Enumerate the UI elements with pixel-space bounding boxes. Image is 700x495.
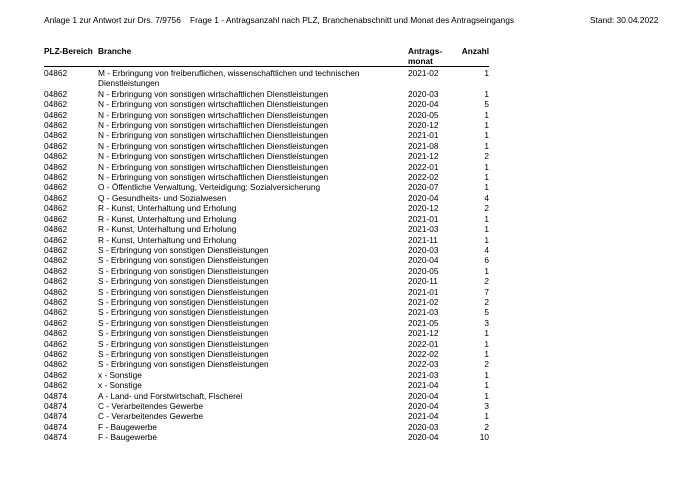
cell-branche: F - Baugewerbe — [98, 421, 158, 432]
table-row — [44, 349, 489, 359]
table-row — [44, 339, 489, 349]
cell-branche: N - Erbringung von sonstigen wirtschaftlichen Dienstleistungen — [98, 140, 329, 151]
cell-anzahl: 6 — [484, 255, 489, 266]
cell-plz: 04862 — [44, 88, 68, 99]
cell-anzahl: 2 — [484, 359, 489, 370]
cell-monat: 2022-02 — [408, 172, 439, 183]
cell-monat: 2020-05 — [408, 109, 439, 120]
cell-monat: 2022-02 — [408, 348, 439, 359]
cell-anzahl: 1 — [484, 68, 489, 78]
document-title: Frage 1 - Antragsanzahl nach PLZ, Branchenabschnitt und Monat des Antragseingangs — [190, 15, 515, 25]
cell-branche: R - Kunst, Unterhaltung und Erholung — [98, 203, 237, 214]
cell-anzahl: 2 — [484, 276, 489, 287]
cell-anzahl: 1 — [484, 380, 489, 391]
cell-monat: 2020-11 — [408, 276, 438, 287]
cell-anzahl: 1 — [484, 182, 489, 193]
table-row — [44, 307, 489, 317]
table-row — [44, 203, 489, 213]
cell-monat: 2020-04 — [408, 192, 439, 203]
table-row — [44, 193, 489, 203]
cell-branche: N - Erbringung von sonstigen wirtschaftlichen Dienstleistungen — [98, 172, 329, 183]
cell-monat: 2020-03 — [408, 421, 439, 432]
table-row — [44, 245, 489, 255]
table-row — [44, 99, 489, 109]
cell-branche: x - Sonstige — [98, 380, 142, 391]
table-row — [44, 432, 489, 442]
cell-anzahl: 1 — [484, 224, 489, 235]
cell-anzahl: 1 — [484, 265, 489, 276]
cell-monat: 2021-12 — [408, 151, 439, 162]
table-row — [44, 266, 489, 276]
cell-branche: S - Erbringung von sonstigen Dienstleistungen — [98, 244, 269, 255]
cell-monat: 2021-04 — [408, 380, 439, 391]
cell-anzahl: 3 — [484, 401, 489, 411]
cell-plz: 04874 — [44, 432, 68, 443]
cell-branche: S - Erbringung von sonstigen Dienstleistungen — [98, 338, 269, 349]
cell-branche: S - Erbringung von sonstigen Dienstleistungen — [98, 265, 269, 276]
cell-plz: 04862 — [44, 68, 68, 78]
cell-monat: 2021-01 — [408, 130, 439, 141]
cell-branche: S - Erbringung von sonstigen Dienstleistungen — [98, 296, 269, 307]
cell-monat: 2020-03 — [408, 244, 439, 255]
table-row — [44, 172, 489, 182]
table-row — [44, 401, 489, 411]
cell-anzahl: 1 — [484, 338, 489, 349]
cell-plz: 04862 — [44, 328, 68, 339]
cell-anzahl: 1 — [484, 328, 489, 339]
table-row — [44, 276, 489, 286]
cell-plz: 04862 — [44, 359, 68, 370]
cell-plz: 04862 — [44, 286, 68, 297]
cell-branche: N - Erbringung von sonstigen wirtschaftlichen Dienstleistungen — [98, 161, 329, 172]
cell-monat: 2021-05 — [408, 317, 439, 328]
cell-monat: 2020-03 — [408, 88, 439, 99]
cell-branche: N - Erbringung von sonstigen wirtschaftlichen Dienstleistungen — [98, 99, 329, 110]
table-row — [44, 214, 489, 224]
cell-monat: 2020-04 — [408, 99, 439, 110]
cell-anzahl: 5 — [484, 99, 489, 110]
cell-anzahl: 4 — [484, 192, 489, 203]
cell-plz: 04862 — [44, 172, 68, 183]
cell-branche: x - Sonstige — [98, 369, 142, 380]
cell-anzahl: 1 — [484, 234, 489, 245]
cell-branche: R - Kunst, Unterhaltung und Erholung — [98, 234, 237, 245]
table-row — [44, 182, 489, 192]
cell-anzahl: 2 — [484, 151, 489, 162]
table-row — [44, 318, 489, 328]
cell-plz: 04862 — [44, 369, 68, 380]
cell-anzahl: 4 — [484, 244, 489, 255]
cell-plz: 04862 — [44, 140, 68, 151]
table-row — [44, 359, 489, 369]
cell-branche: N - Erbringung von sonstigen wirtschaftlichen Dienstleistungen — [98, 109, 329, 120]
cell-branche: S - Erbringung von sonstigen Dienstleistungen — [98, 359, 269, 370]
column-header-branche: Branche — [98, 46, 132, 56]
cell-monat: 2022-01 — [408, 161, 439, 172]
data-table — [44, 46, 489, 443]
cell-anzahl: 1 — [484, 88, 489, 99]
cell-branche: R - Kunst, Unterhaltung und Erholung — [98, 213, 237, 224]
cell-branche: N - Erbringung von sonstigen wirtschaftlichen Dienstleistungen — [98, 120, 329, 131]
cell-anzahl: 1 — [484, 213, 489, 224]
column-header-monat — [408, 46, 452, 67]
cell-monat: 2022-01 — [408, 338, 439, 349]
cell-plz: 04862 — [44, 234, 68, 245]
table-row — [44, 141, 489, 151]
cell-plz: 04862 — [44, 182, 68, 193]
table-row — [44, 130, 489, 140]
cell-monat: 2022-03 — [408, 359, 439, 370]
cell-plz: 04862 — [44, 120, 68, 131]
cell-branche: S - Erbringung von sonstigen Dienstleistungen — [98, 255, 269, 266]
cell-anzahl: 2 — [484, 203, 489, 214]
cell-plz: 04862 — [44, 338, 68, 349]
cell-branche: F - Baugewerbe — [98, 432, 158, 443]
cell-branche: S - Erbringung von sonstigen Dienstleistungen — [98, 286, 269, 297]
cell-plz: 04862 — [44, 203, 68, 214]
table-row — [44, 67, 489, 89]
cell-plz: 04862 — [44, 380, 68, 391]
cell-branche: A - Land- und Forstwirtschaft, Fischerei — [98, 390, 243, 401]
cell-plz: 04862 — [44, 317, 68, 328]
cell-anzahl: 1 — [484, 172, 489, 183]
cell-monat: 2020-12 — [408, 120, 439, 131]
table-row — [44, 287, 489, 297]
column-header-monat-text: Antrags-monat — [408, 46, 443, 66]
cell-anzahl: 1 — [484, 348, 489, 359]
cell-monat: 2021-12 — [408, 328, 439, 339]
cell-anzahl: 2 — [484, 296, 489, 307]
cell-branche: S - Erbringung von sonstigen Dienstleistungen — [98, 317, 269, 328]
cell-plz: 04862 — [44, 161, 68, 172]
table-row — [44, 422, 489, 432]
table-row — [44, 151, 489, 161]
table-row — [44, 89, 489, 99]
cell-plz: 04874 — [44, 401, 68, 411]
table-row — [44, 224, 489, 234]
cell-anzahl: 1 — [484, 130, 489, 141]
cell-monat: 2020-04 — [408, 390, 439, 401]
cell-anzahl: 7 — [484, 286, 489, 297]
cell-anzahl: 1 — [484, 411, 489, 422]
cell-anzahl: 1 — [484, 109, 489, 120]
cell-branche: C - Verarbeitendes Gewerbe — [98, 411, 204, 422]
cell-monat: 2021-03 — [408, 224, 439, 235]
cell-monat: 2020-12 — [408, 203, 439, 214]
cell-monat: 2020-04 — [408, 255, 439, 266]
table-body — [44, 67, 489, 443]
cell-anzahl: 3 — [484, 317, 489, 328]
cell-branche: N - Erbringung von sonstigen wirtschaftlichen Dienstleistungen — [98, 130, 329, 141]
column-header-anzahl: Anzahl — [461, 46, 489, 56]
column-header-plz: PLZ-Bereich — [44, 46, 93, 56]
table-row — [44, 110, 489, 120]
cell-monat: 2021-08 — [408, 140, 439, 151]
cell-anzahl: 5 — [484, 307, 489, 318]
cell-monat: 2021-02 — [408, 68, 439, 78]
cell-monat: 2021-03 — [408, 307, 439, 318]
table-row — [44, 391, 489, 401]
cell-monat: 2020-07 — [408, 182, 439, 193]
cell-anzahl: 2 — [484, 421, 489, 432]
table-row — [44, 411, 489, 421]
cell-monat: 2021-02 — [408, 296, 439, 307]
cell-branche: C - Verarbeitendes Gewerbe — [98, 401, 204, 411]
cell-branche: S - Erbringung von sonstigen Dienstleistungen — [98, 307, 269, 318]
cell-plz: 04874 — [44, 390, 68, 401]
cell-monat: 2020-05 — [408, 265, 439, 276]
cell-plz: 04874 — [44, 411, 68, 422]
document-reference: Anlage 1 zur Antwort zur Drs. 7/9756 — [44, 15, 181, 25]
cell-branche: M - Erbringung von freiberuflichen, wissenschaftlichen und technischen Dienstleistungen — [98, 68, 360, 89]
cell-anzahl: 1 — [484, 140, 489, 151]
table-row — [44, 120, 489, 130]
cell-monat: 2021-01 — [408, 213, 439, 224]
cell-plz: 04862 — [44, 265, 68, 276]
cell-plz: 04862 — [44, 192, 68, 203]
cell-plz: 04862 — [44, 276, 68, 287]
cell-anzahl: 1 — [484, 390, 489, 401]
table-row — [44, 328, 489, 338]
cell-plz: 04862 — [44, 130, 68, 141]
cell-branche: Q - Gesundheits- und Sozialwesen — [98, 192, 227, 203]
cell-plz: 04862 — [44, 109, 68, 120]
cell-branche: S - Erbringung von sonstigen Dienstleistungen — [98, 276, 269, 287]
cell-plz: 04874 — [44, 421, 68, 432]
cell-plz: 04862 — [44, 307, 68, 318]
cell-monat: 2021-03 — [408, 369, 439, 380]
cell-plz: 04862 — [44, 224, 68, 235]
cell-plz: 04862 — [44, 99, 68, 110]
document-date: Stand: 30.04.2022 — [590, 15, 659, 25]
cell-plz: 04862 — [44, 244, 68, 255]
cell-anzahl: 1 — [484, 161, 489, 172]
cell-plz: 04862 — [44, 348, 68, 359]
cell-branche: S - Erbringung von sonstigen Dienstleistungen — [98, 328, 269, 339]
cell-plz: 04862 — [44, 296, 68, 307]
cell-branche: R - Kunst, Unterhaltung und Erholung — [98, 224, 237, 235]
cell-monat: 2020-04 — [408, 432, 439, 443]
table-row — [44, 162, 489, 172]
cell-anzahl: 1 — [484, 369, 489, 380]
cell-monat: 2021-01 — [408, 286, 439, 297]
cell-branche: N - Erbringung von sonstigen wirtschaftlichen Dienstleistungen — [98, 88, 329, 99]
cell-anzahl: 10 — [479, 432, 489, 443]
cell-branche: N - Erbringung von sonstigen wirtschaftlichen Dienstleistungen — [98, 151, 329, 162]
cell-branche: O - Öffentliche Verwaltung, Verteidigung; Sozialversicherung — [98, 182, 321, 193]
table-row — [44, 297, 489, 307]
table-row — [44, 255, 489, 265]
table-header-row — [44, 46, 489, 67]
cell-monat: 2021-04 — [408, 411, 439, 422]
cell-branche: S - Erbringung von sonstigen Dienstleistungen — [98, 348, 269, 359]
cell-plz: 04862 — [44, 151, 68, 162]
cell-anzahl: 1 — [484, 120, 489, 131]
table-row — [44, 380, 489, 390]
cell-plz: 04862 — [44, 255, 68, 266]
table-row — [44, 370, 489, 380]
cell-monat: 2021-11 — [408, 234, 438, 245]
cell-monat: 2020-04 — [408, 401, 439, 411]
table-row — [44, 235, 489, 245]
cell-plz: 04862 — [44, 213, 68, 224]
